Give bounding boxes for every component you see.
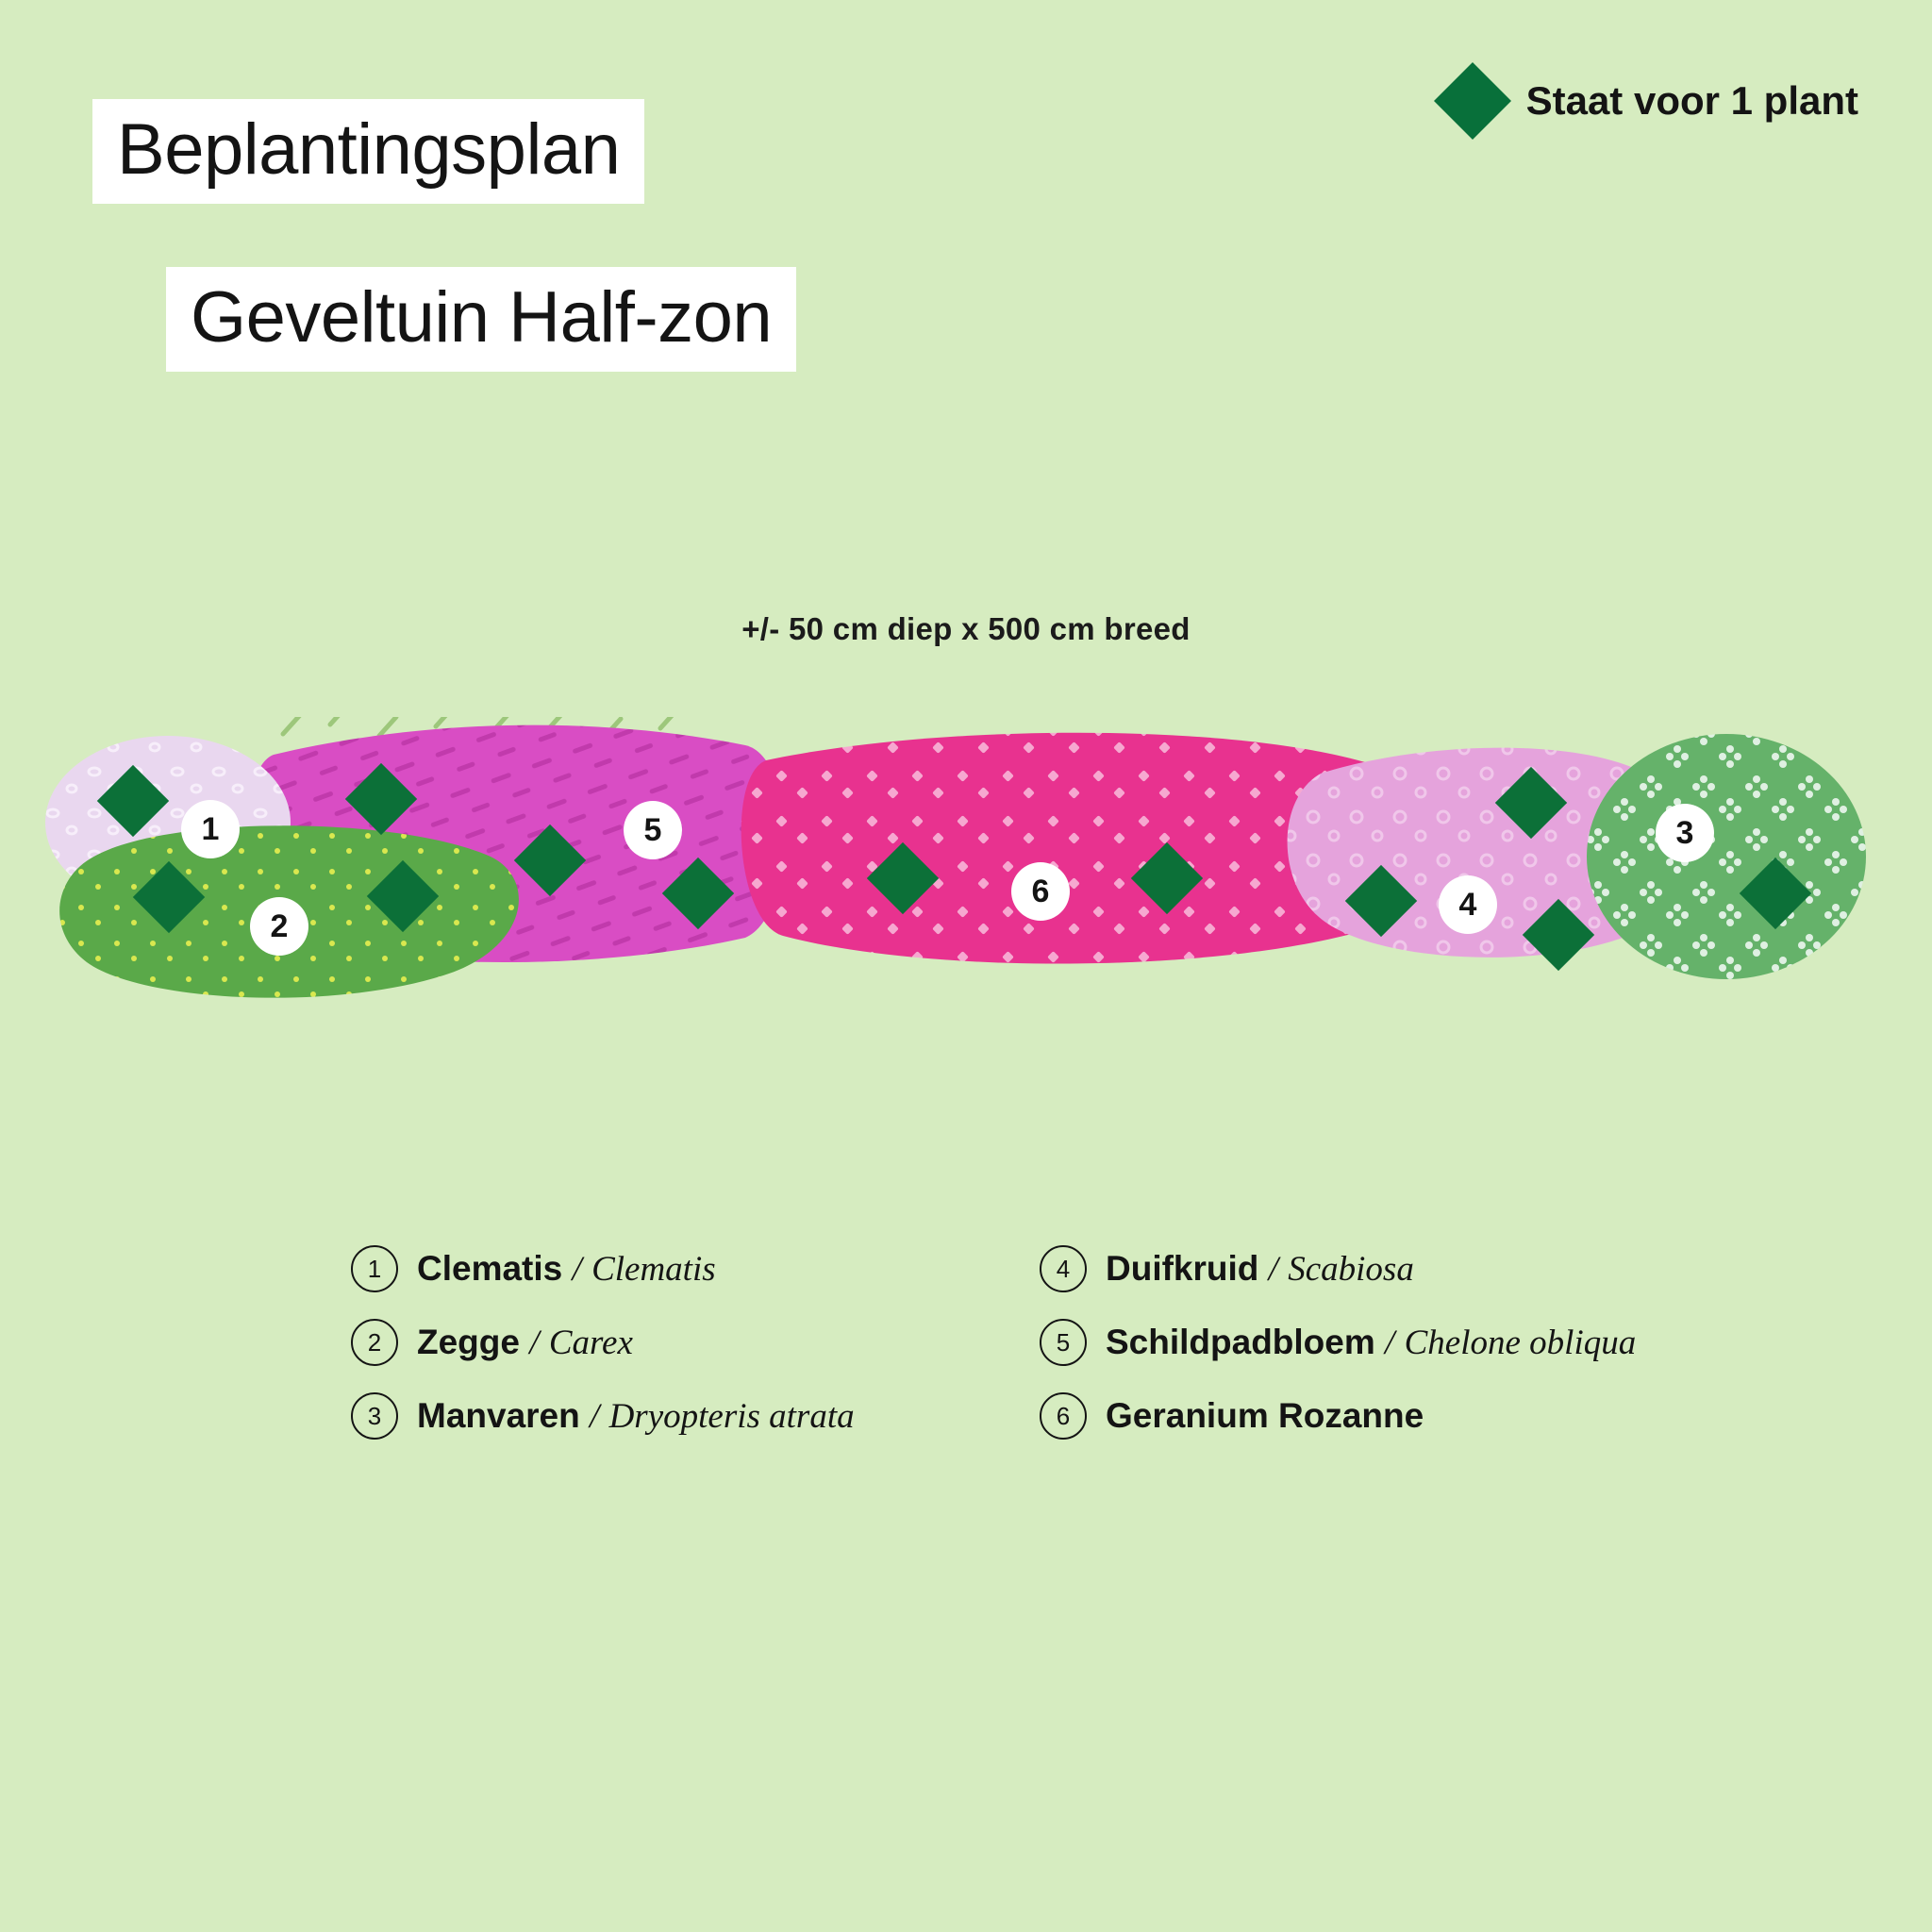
legend-item-text	[417, 1249, 716, 1290]
legend-item-number: 4	[1040, 1245, 1087, 1292]
legend-item-number: 3	[351, 1392, 398, 1440]
page-title-line-1	[92, 99, 644, 204]
legend-item-6	[1040, 1392, 1719, 1440]
legend-key-label: Staat voor 1 plant	[1525, 78, 1858, 123]
dimension-caption: +/- 50 cm diep x 500 cm breed	[741, 611, 1191, 646]
legend-item-1	[351, 1245, 1040, 1292]
plant-legend-list	[351, 1245, 1719, 1440]
plan-badge-5[interactable]: 5	[624, 801, 682, 859]
legend-item-latin-name: Chelone obliqua	[1404, 1323, 1637, 1362]
legend-item-common-name: Geranium Rozanne	[1106, 1395, 1424, 1435]
diamond-icon	[1434, 62, 1511, 140]
plan-badge-3[interactable]: 3	[1656, 804, 1714, 862]
legend-item-number: 1	[351, 1245, 398, 1292]
legend-item-5	[1040, 1319, 1719, 1366]
legend-item-common-name: Clematis	[417, 1248, 563, 1288]
legend-item-common-name: Zegge	[417, 1322, 520, 1361]
legend-item-separator: /	[590, 1396, 600, 1436]
legend-item-text	[417, 1323, 633, 1363]
legend-key	[1445, 74, 1858, 128]
legend-item-number: 2	[351, 1319, 398, 1366]
legend-item-common-name: Manvaren	[417, 1395, 580, 1435]
legend-item-latin-name: Dryopteris atrata	[608, 1396, 855, 1436]
legend-item-4	[1040, 1245, 1719, 1292]
legend-item-text	[1106, 1249, 1414, 1290]
zone-manvaren	[1587, 734, 1866, 979]
plan-badge-4[interactable]: 4	[1439, 875, 1497, 934]
legend-item-separator: /	[1268, 1249, 1278, 1289]
plan-badge-2[interactable]: 2	[250, 897, 308, 956]
legend-item-separator: /	[572, 1249, 582, 1289]
legend-item-2	[351, 1319, 1040, 1366]
legend-item-separator: /	[529, 1323, 540, 1362]
legend-item-3	[351, 1392, 1040, 1440]
plan-badge-6[interactable]: 6	[1011, 862, 1070, 921]
legend-item-common-name: Schildpadbloem	[1106, 1322, 1375, 1361]
legend-item-latin-name: Scabiosa	[1288, 1249, 1414, 1289]
legend-item-latin-name: Carex	[548, 1323, 633, 1362]
legend-item-number: 5	[1040, 1319, 1087, 1366]
legend-item-separator: /	[1385, 1323, 1395, 1362]
page-title-line-1-text: Beplantingsplan	[117, 109, 621, 190]
legend-item-common-name: Duifkruid	[1106, 1248, 1259, 1288]
page-title-line-2-text: Geveltuin Half-zon	[191, 277, 773, 358]
legend-item-text	[1106, 1396, 1424, 1437]
legend-item-text	[417, 1396, 855, 1437]
page-title-line-2	[166, 267, 796, 372]
legend-item-latin-name: Clematis	[591, 1249, 716, 1289]
planting-plan-diagram	[0, 717, 1932, 1113]
plan-badge-1[interactable]: 1	[181, 800, 240, 858]
legend-item-text	[1106, 1323, 1636, 1363]
legend-item-number: 6	[1040, 1392, 1087, 1440]
